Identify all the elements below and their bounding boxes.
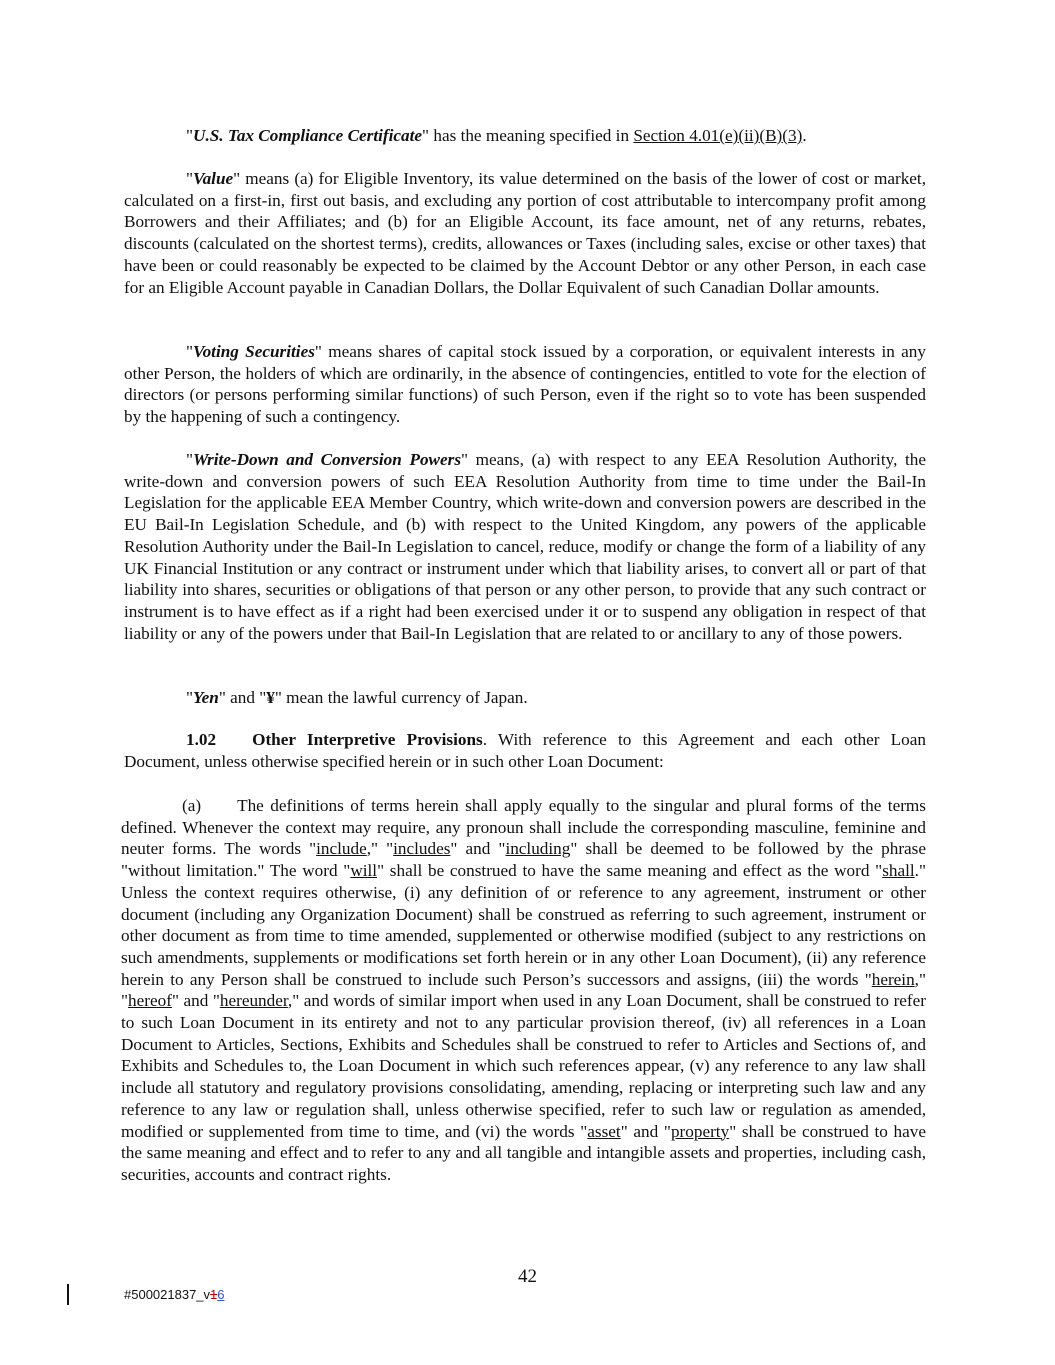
definition-us-tax-compliance-certificate: "U.S. Tax Compliance Certificate" has the meaning specified in Section 4.01(e)(ii)(B)(3). [186, 126, 807, 145]
definition-write-down-and-conversion-powers: "Write-Down and Conversion Powers" means, (a) with respect to any EEA Resolution Authority, the write-down and conversion powers of such EEA Resolution Authority from time to time under the Bail-In Legislation for the applicable EEA Member Country, which write-down and conversion powers are described in the EU Bail-In Legislation Schedule, and (b) with respect to the United Kingdom, any powers of the applicable Resolution Authority under the Bail-In Legislation to cancel, reduce, modify or change the form of a liability of any UK Financial Institution or any contract or instrument under which that liability arises, to convert all or part of that liability into shares, securities or obligations of that person or any other person, to provide that any such contract or instrument is to have effect as if a right had been exercised under it or to suspend any obligation in respect of that liability or any of the powers under that Bail-In Legislation that are related to or ancillary to any of those powers. [124, 450, 926, 643]
definition-value: "Value" means (a) for Eligible Inventory, its value determined on the basis of the lower of cost or market, calculated on a first-in, first out basis, and excluding any portion of cost attributable to intercompany profit among Borrowers and their Affiliates; and (b) for an Eligible Account, its face amount, net of any returns, rebates, discounts (calculated on the shortest terms), credits, allowances or Taxes (including sales, excise or other taxes) that have been or could reasonably be expected to be claimed by the Account Debtor or any other Person, in each case for an Eligible Account payable in Canadian Dollars, the Dollar Equivalent of such Canadian Dollar amounts. [124, 169, 926, 297]
change-bar [67, 1284, 69, 1305]
inserted-version: 6 [217, 1287, 225, 1302]
definition-voting-securities: "Voting Securities" means shares of capital stock issued by a corporation, or equivalent interests in any other Person, the holders of which are ordinarily, in the absence of contingencies, entitled to vote for the election of directors (or persons performing similar functions) of such Person, even if the right so to vote has been suspended by the happening of such a contingency. [124, 342, 926, 427]
defined-term: Yen [193, 688, 219, 707]
section-reference-link[interactable]: Section 4.01(e)(ii)(B)(3) [633, 126, 803, 145]
page-number: 42 [518, 1266, 537, 1287]
document-id: #500021837_v16 [124, 1287, 225, 1302]
defined-term: Write-Down and Conversion Powers [193, 450, 462, 469]
yen-symbol: ¥ [266, 688, 275, 707]
section-number: 1.02 [186, 730, 217, 749]
deleted-version: 1 [210, 1287, 218, 1302]
section-1-02: 1.02 Other Interpretive Provisions. With reference to this Agreement and each other Loan Document, unless otherwise specified herein or in such other Loan Document: [124, 730, 926, 771]
clause-label: (a) [182, 796, 202, 815]
defined-term: Value [193, 169, 234, 188]
section-heading: Other Interpretive Provisions [252, 730, 483, 749]
definition-yen: "Yen" and "¥" mean the lawful currency of Japan. [186, 688, 528, 707]
defined-term: Voting Securities [193, 342, 315, 361]
defined-term: U.S. Tax Compliance Certificate [193, 126, 423, 145]
clause-a: (a) The definitions of terms herein shall apply equally to the singular and plural forms of the terms defined. Whenever the context may require, any pronoun shall include the corresponding masculine, feminine and neuter forms. The words "include," "includes" and "including" shall be deemed to be followed by the phrase "without limitation." The word "will" shall be construed to have the same meaning and effect as the word "shall." Unless the context requires otherwise, (i) any definition of or reference to any agreement, instrument or other document (including any Organization Document) shall be construed as referring to such agreement, instrument or other document as from time to time amended, supplemented or otherwise modified (subject to any restrictions on such amendments, supplements or modifications set forth herein or in any other Loan Document), (ii) any reference herein to any Person shall be construed to include such Person’s successors and assigns, (iii) the words "herein," "hereof" and "hereunder," and words of similar import when used in any Loan Document, shall be construed to refer to such Loan Document in its entirety and not to any particular provision thereof, (iv) all references in a Loan Document to Articles, Sections, Exhibits and Schedules shall be construed to refer to Articles and Sections of, and Exhibits and Schedules to, the Loan Document in which such references appear, (v) any reference to any law shall include all statutory and regulatory provisions consolidating, amending, replacing or interpreting such law and any reference to any law or regulation shall, unless otherwise specified, refer to such law or regulation as amended, modified or supplemented from time to time, and (vi) the words "asset" and "property" shall be construed to have the same meaning and effect and to refer to any and all tangible and intangible assets and properties, including cash, securities, accounts and contract rights. [121, 796, 926, 1184]
